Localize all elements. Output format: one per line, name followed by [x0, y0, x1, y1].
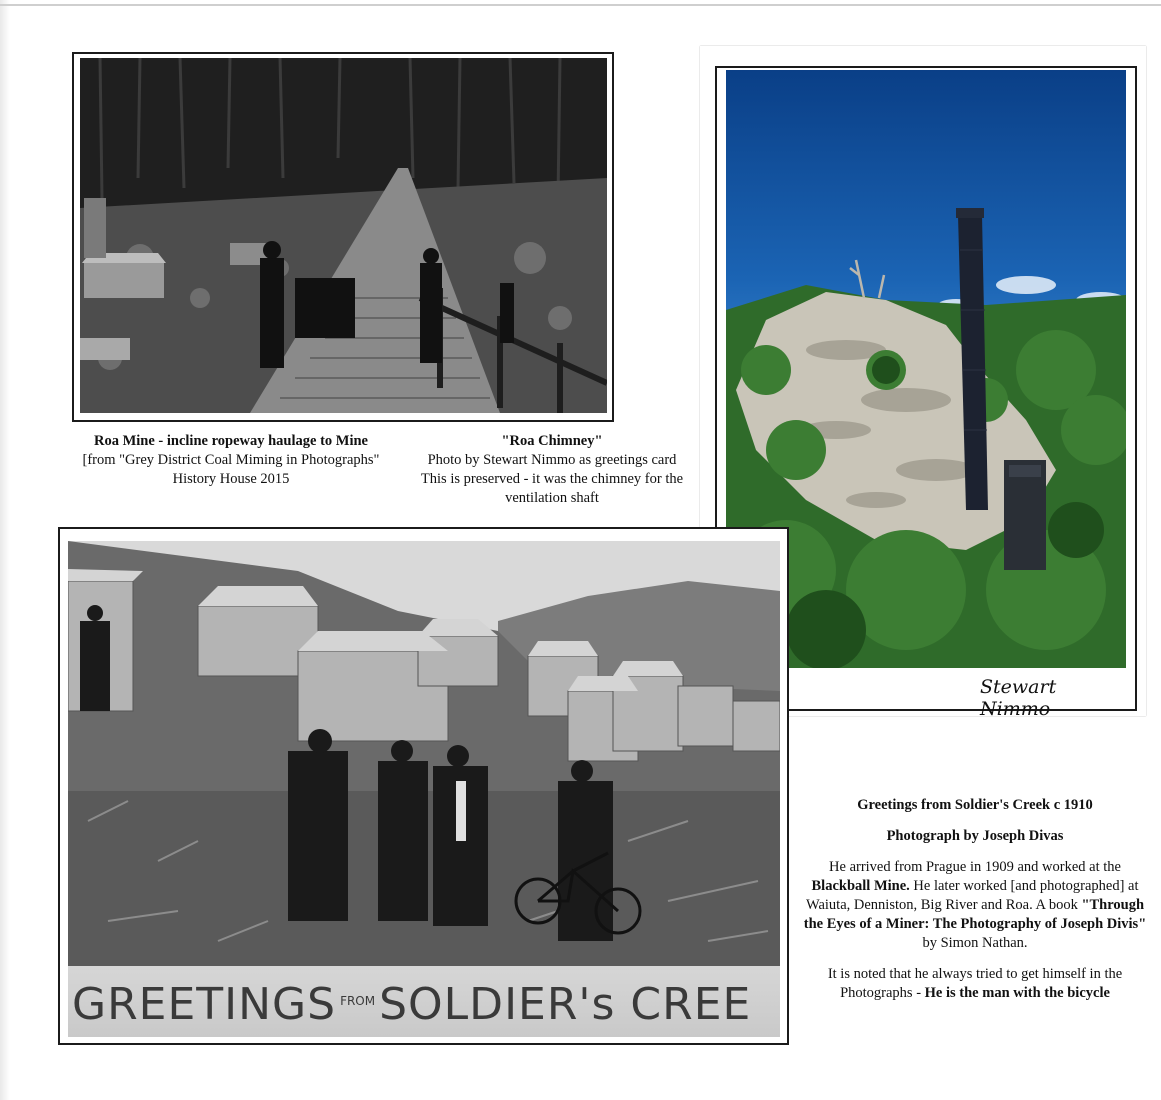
description-text: He later worked [and photographed] at Waiuta, Denniston, Big River and Roa. A book	[805, 878, 1139, 913]
page-edge-shadow	[0, 0, 10, 1100]
top-divider	[0, 4, 1161, 6]
description-emphasis: He is the man with the bicycle	[924, 985, 1110, 1001]
roa-mine-caption-title: Roa Mine - incline ropeway haulage to Mine	[93, 433, 368, 449]
description-paragraph-2	[800, 965, 1150, 1003]
soldiers-creek-photo	[68, 541, 780, 1037]
roa-mine-photo-art	[80, 58, 607, 413]
roa-mine-caption-source: [from "Grey District Coal Miming in Photographs"	[82, 452, 380, 468]
roa-mine-caption	[56, 432, 406, 489]
roa-mine-photo	[80, 58, 607, 413]
description-credit: Photograph by Joseph Divas	[886, 828, 1064, 844]
roa-chimney-caption-title: "Roa Chimney"	[501, 433, 603, 449]
greetings-banner-place: SOLDIER's CREE	[379, 979, 752, 1030]
roa-chimney-caption-credit: Photo by Stewart Nimmo as greetings card	[427, 452, 677, 468]
description-text: He arrived from Prague in 1909 and worked at the	[829, 859, 1121, 875]
soldiers-creek-photo-frame	[58, 527, 789, 1045]
book-title: "Through the Eyes of a Miner: The Photography of Joseph Divis"	[803, 897, 1147, 932]
roa-chimney-caption	[404, 432, 700, 508]
photographer-signature: Stewart Nimmo	[980, 676, 1057, 720]
greetings-banner-text	[72, 979, 751, 1030]
description-text: by Simon Nathan.	[922, 935, 1028, 951]
greetings-banner-from: FROM	[340, 994, 376, 1008]
roa-mine-caption-publisher: History House 2015	[172, 471, 290, 487]
soldiers-creek-photo-art	[68, 541, 780, 1037]
roa-chimney-caption-note: This is preserved - it was the chimney for the	[420, 471, 684, 487]
description-heading: Greetings from Soldier's Creek c 1910	[857, 797, 1093, 813]
roa-chimney-caption-note-2: ventilation shaft	[505, 490, 599, 506]
roa-mine-photo-frame	[72, 52, 614, 422]
description-emphasis: Blackball Mine.	[811, 878, 910, 894]
soldiers-creek-description	[800, 796, 1150, 1003]
description-text: It is noted that he always tried to get himself in the Photographs -	[827, 966, 1123, 1001]
description-paragraph-1	[800, 858, 1150, 953]
greetings-banner-word: GREETINGS	[72, 979, 337, 1030]
